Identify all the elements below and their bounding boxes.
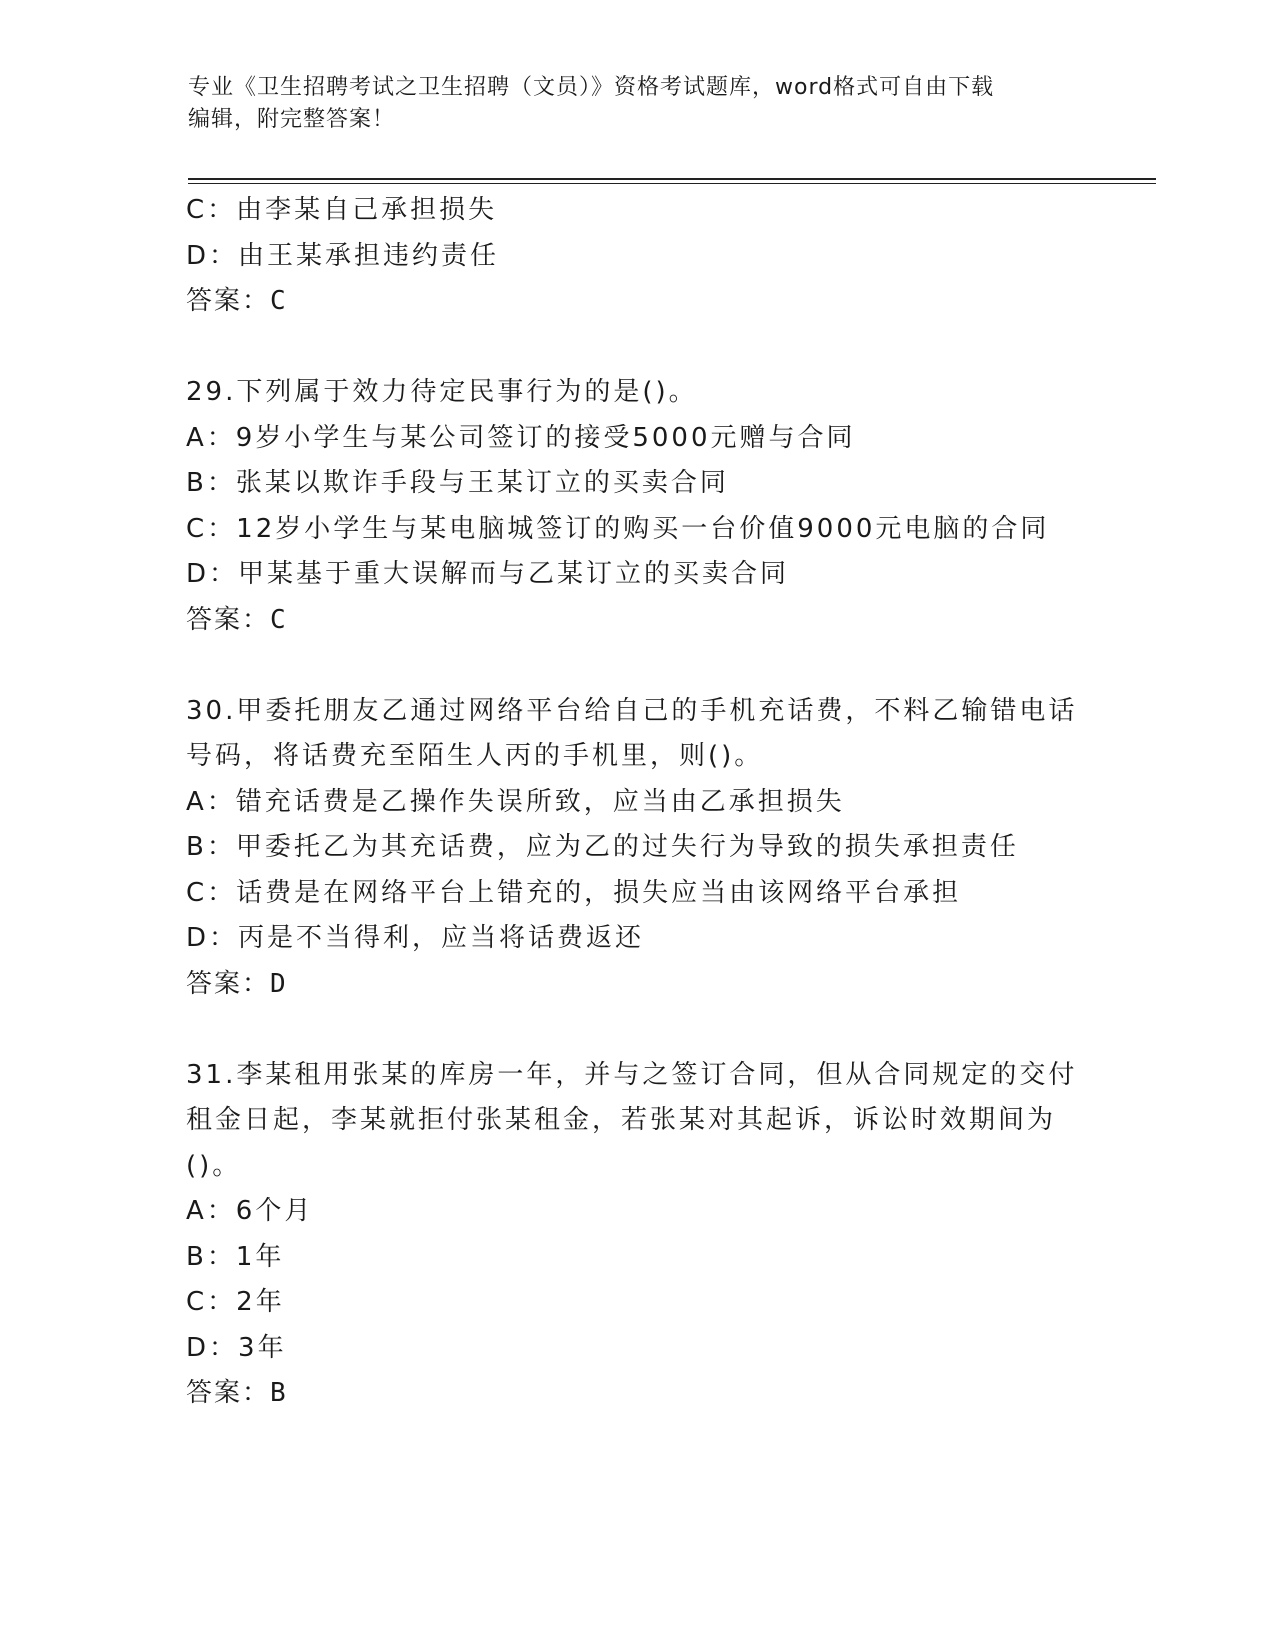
question-stem: 29.下列属于效力待定民事行为的是()。 — [186, 377, 698, 407]
answer-value: C — [270, 286, 286, 316]
answer-label: 答案： — [186, 1378, 271, 1408]
answer-label: 答案： — [186, 968, 271, 999]
spacer — [186, 643, 1086, 689]
question-30 — [186, 689, 1086, 1008]
option-d: D：甲某基于重大误解而与乙某订立的买卖合同 — [186, 559, 790, 589]
option-c: C：由李某自己承担损失 — [186, 195, 498, 225]
question-stem-line-3: ()。 — [186, 1150, 242, 1181]
question-stem-line-2: 号码，将话费充至陌生人丙的手机里，则()。 — [186, 741, 764, 771]
option-d: D：3年 — [186, 1332, 287, 1363]
option-a: A：错充话费是乙操作失误所致，应当由乙承担损失 — [186, 786, 845, 817]
spacer — [186, 325, 1086, 371]
header-rule-thin — [188, 183, 1156, 184]
option-d: D：丙是不当得利，应当将话费返还 — [186, 923, 645, 953]
question-stem-line-1: 30.甲委托朋友乙通过网络平台给自己的手机充话费，不料乙输错电话 — [186, 695, 1078, 726]
question-stem-line-2: 租金日起，李某就拒付张某租金，若张某对其起诉，诉讼时效期间为 — [186, 1105, 1057, 1135]
option-b: B：张某以欺诈手段与王某订立的买卖合同 — [186, 468, 729, 498]
option-a: A：9岁小学生与某公司签订的接受5000元赠与合同 — [186, 422, 856, 453]
answer-value: D — [270, 968, 286, 999]
option-b: B：甲委托乙为其充话费，应为乙的过失行为导致的损失承担责任 — [186, 832, 1019, 862]
answer-label: 答案： — [186, 604, 271, 635]
answer-line — [186, 598, 1086, 644]
header-line-2: 编辑，附完整答案！ — [188, 107, 396, 132]
option-c: C：12岁小学生与某电脑城签订的购买一台价值9000元电脑的合同 — [186, 513, 1050, 544]
answer-value: C — [270, 604, 286, 635]
question-28-continuation — [186, 188, 1086, 325]
option-d: D：由王某承担违约责任 — [186, 240, 500, 271]
answer-line — [186, 279, 1086, 325]
question-list — [186, 188, 1086, 1417]
option-a: A：6个月 — [186, 1196, 314, 1226]
header-line-1: 专业《卫生招聘考试之卫生招聘（文员）》资格考试题库，word格式可自由下载 — [188, 75, 995, 100]
answer-line — [186, 962, 1086, 1008]
option-b: B：1年 — [186, 1241, 285, 1272]
question-stem-line-1: 31.李某租用张某的库房一年，并与之签订合同，但从合同规定的交付 — [186, 1059, 1078, 1090]
question-31 — [186, 1053, 1086, 1417]
option-c: C：2年 — [186, 1287, 285, 1317]
answer-label: 答案： — [186, 286, 271, 316]
question-29 — [186, 370, 1086, 643]
answer-line — [186, 1371, 1086, 1417]
spacer — [186, 1007, 1086, 1053]
answer-value: B — [270, 1378, 286, 1408]
option-c: C：话费是在网络平台上错充的，损失应当由该网络平台承担 — [186, 877, 962, 908]
document-header — [188, 72, 1068, 136]
header-rule-thick — [188, 178, 1156, 180]
